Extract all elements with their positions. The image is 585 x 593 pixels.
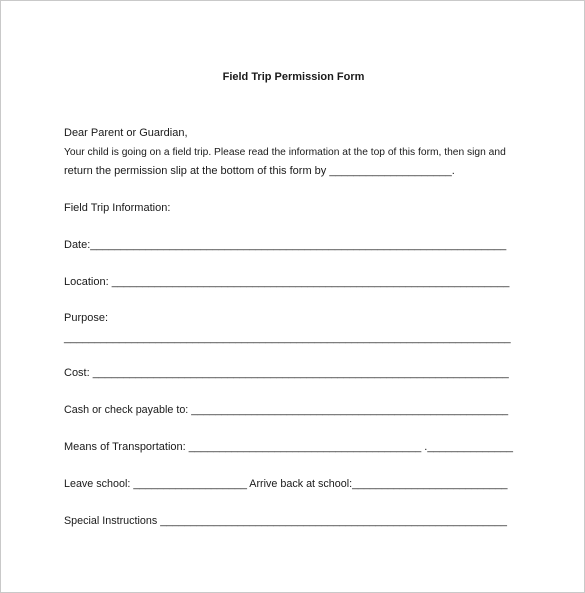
purpose-field: _________________________________________________________________________ [64, 332, 511, 344]
transportation-field: Means of Transportation: ______________________________________ .______________ [64, 441, 513, 453]
cost-field: Cost: ____________________________________________________________________ [64, 367, 509, 379]
intro-line-2: return the permission slip at the bottom of this form by ____________________. [64, 165, 455, 177]
greeting: Dear Parent or Guardian, [64, 127, 188, 139]
date-field: Date:____________________________________________________________________ [64, 239, 507, 251]
intro-line-1: Your child is going on a field trip. Please read the information at the top of this form, then sign and [64, 147, 506, 158]
special-instructions-field: Special Instructions __________________________________________________________ [64, 515, 507, 527]
location-field: Location: _________________________________________________________________ [64, 276, 510, 288]
section-heading: Field Trip Information: [64, 202, 171, 214]
leave-arrive-field: Leave school: ___________________ Arrive back at school:__________________________ [64, 478, 508, 490]
payable-field: Cash or check payable to: _____________________________________________________ [64, 404, 509, 416]
form-title: Field Trip Permission Form [222, 71, 365, 83]
purpose-label: Purpose: [64, 312, 109, 324]
